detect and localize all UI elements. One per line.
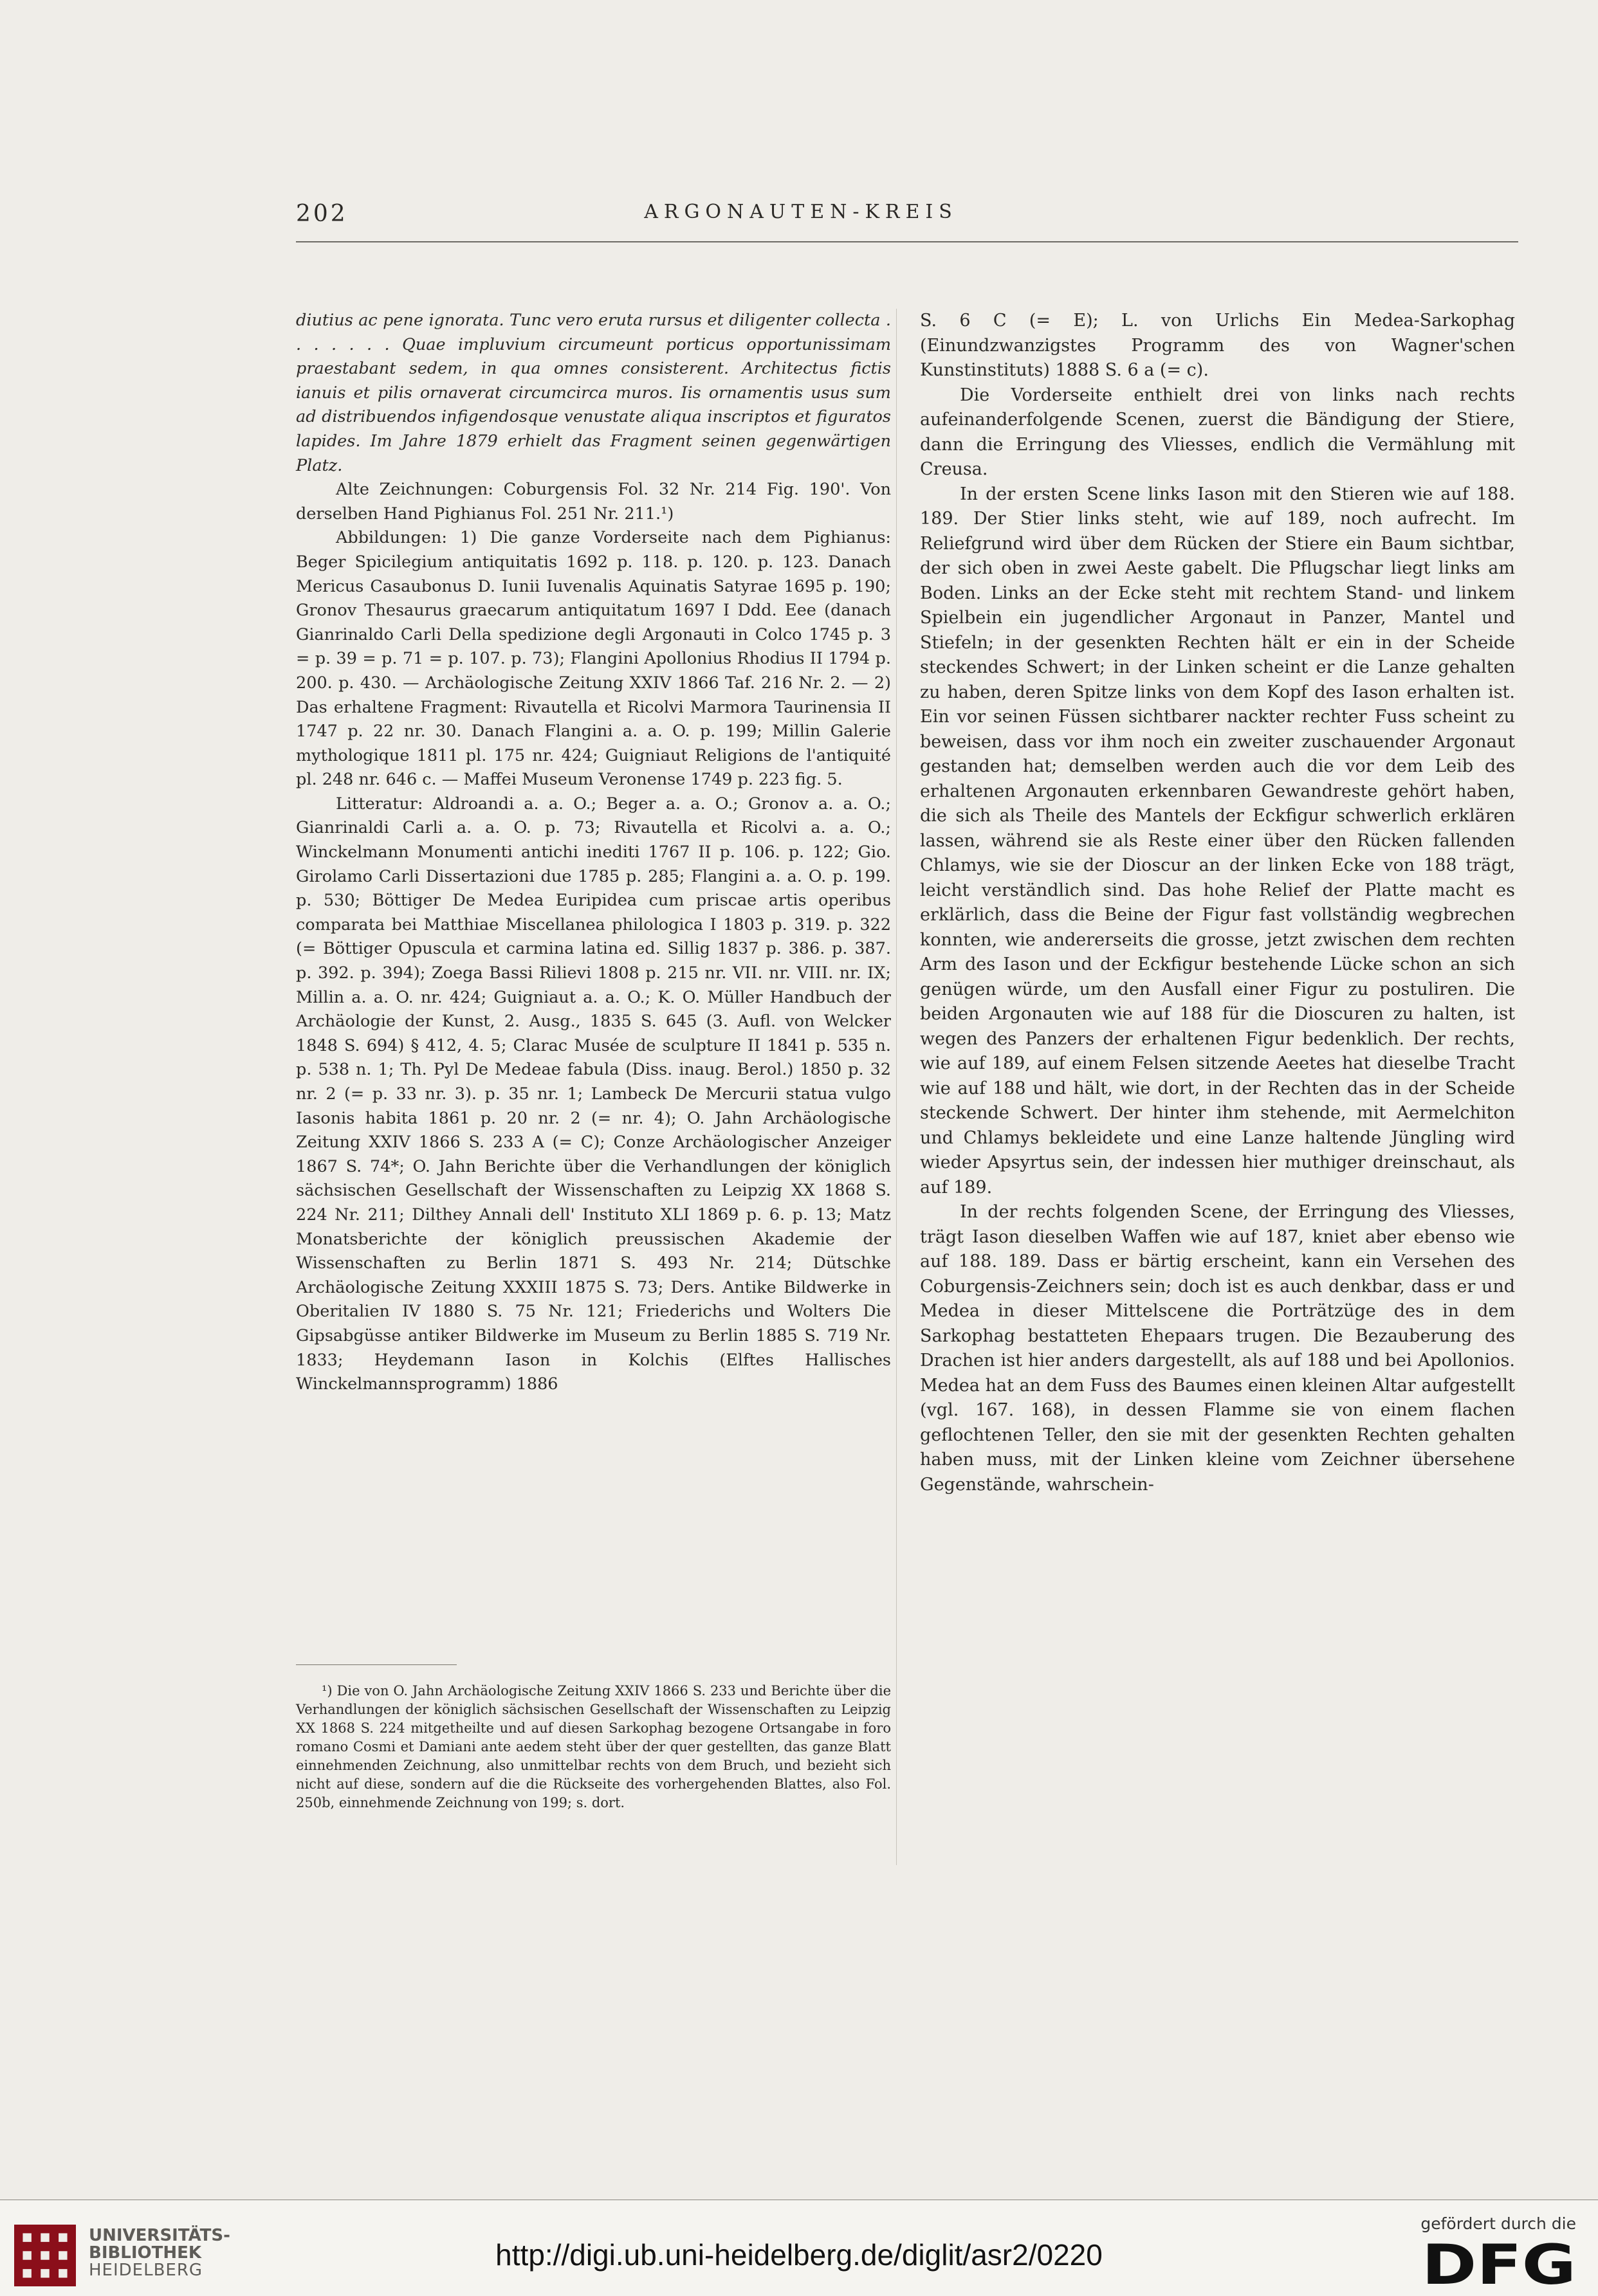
footnote-rule bbox=[296, 1664, 457, 1665]
right-column bbox=[920, 309, 1515, 1497]
funded-by-label: gefördert durch die bbox=[1420, 2214, 1576, 2233]
dfg-logo-text: DFG bbox=[1422, 2239, 1576, 2289]
library-name-line-2: BIBLIOTHEK bbox=[89, 2243, 202, 2263]
page-number: 202 bbox=[296, 201, 348, 227]
column-divider bbox=[896, 309, 897, 1865]
left-paragraph-4: Litteratur: Aldroandi a. a. O.; Beger a. a. O.; Gronov a. a. O.; Gianrinaldi Carli a. a. O. p. 73; Rivautella et Ricolvi a. a. O.; Winckelmann Monumenti antichi inediti 1767 II p. 106. p. 122; Gio. Girolamo Carli Dissertazioni due 1785 p. 285; Flangini a. a. O. p. 199. p. 530; Böttiger De Medea Euripidea cum priscae artis operibus comparata bei Matthiae Miscellanea philologica I 1803 p. 319. p. 322 (= Böttiger Opuscula et carmina latina ed. Sillig 1837 p. 386. p. 387. p. 392. p. 394); Zoega Bassi Rilievi 1808 p. 215 nr. VII. nr. VIII. nr. IX; Millin a. a. O. nr. 424; Guigniaut a. a. O.; K. O. Müller Handbuch der Archäologie der Kunst, 2. Ausg., 1835 S. 645 (3. Aufl. von Welcker 1848 S. 694) § 412, 4. 5; Clarac Musée de sculpture II 1841 p. 535 n. p. 538 n. 1; Th. Pyl De Medeae fabula (Diss. inaug. Berol.) 1850 p. 32 nr. 2 (= p. 33 nr. 3). p. 35 nr. 1; Lambeck De Mercurii statua vulgo Iasonis habita 1861 p. 20 nr. 2 (= nr. 4); O. Jahn Archäologische Zeitung XXIV 1866 S. 233 A (= C); Conze Archäologischer Anzeiger 1867 S. 74*; O. Jahn Berichte über die Verhandlungen der königlich sächsischen Gesellschaft der Wissenschaften zu Leipzig XX 1868 S. 224 Nr. 211; Dilthey Annali dell' Instituto XLI 1869 p. 6. p. 13; Matz Monatsberichte der königlich preussischen Akademie der Wissenschaften zu Berlin 1871 S. 493 Nr. 214; Dütschke Archäologische Zeitung XXXIII 1875 S. 73; Ders. Antike Bildwerke in Oberitalien IV 1880 S. 75 Nr. 121; Friederichs und Wolters Die Gipsabgüsse antiker Bildwerke im Museum zu Berlin 1885 S. 719 Nr. 1833; Heydemann Iason in Kolchis (Elftes Hallisches Winckelmannsprogramm) 1886 bbox=[296, 794, 891, 1394]
running-title: ARGONAUTEN-KREIS bbox=[644, 201, 958, 223]
page-header bbox=[296, 201, 1306, 233]
footnote-text: ¹) Die von O. Jahn Archäologische Zeitung XXIV 1866 S. 233 und Berichte über die Verhandlungen der königlich sächsischen Gesellschaft der Wissenschaften zu Leipzig XX 1868 S. 224 mitgetheilte und auf diesen Sarkophag bezogene Ortsangabe in foro romano Cosmi et Damiani ante aedem steht über der quer gestellten, das ganze Blatt einnehmenden Zeichnung, also unmittelbar rechts von dem Bruch, und bezieht sich nicht auf diese, sondern auf die die Rückseite des vorhergehenden Blattes, also Fol. 250b, einnehmende Zeichnung von 199; s. dort. bbox=[296, 1683, 891, 1810]
right-paragraph-2: Die Vorderseite enthielt drei von links nach rechts aufeinanderfolgende Scenen, zuerst die Bändigung der Stiere, dann die Erringung des Vliesses, endlich die Vermählung mit Creusa. bbox=[920, 385, 1515, 479]
footnote bbox=[296, 1682, 891, 1812]
left-column bbox=[296, 309, 891, 1397]
header-rule bbox=[296, 241, 1518, 242]
dfg-logo-icon bbox=[1419, 2239, 1579, 2289]
right-paragraph-1: S. 6 C (= E); L. von Urlichs Ein Medea-Sarkophag (Einundzwanzigstes Programm des von Wagner'schen Kunstinstituts) 1888 S. 6 a (= c). bbox=[920, 311, 1515, 380]
left-paragraph-3: Abbildungen: 1) Die ganze Vorderseite nach dem Pighianus: Beger Spicilegium antiquitatis 1692 p. 118. p. 120. p. 123. Danach Mericus Casaubonus D. Iunii Iuvenalis Aquinatis Satyrae 1695 p. 190; Gronov Thesaurus graecarum antiquitatum 1697 I Ddd. Eee (danach Gianrinaldo Carli Della spedizione degli Argonauti in Colco 1745 p. 3 = p. 39 = p. 71 = p. 107. p. 73); Flangini Apollonius Rhodius II 1794 p. 200. p. 430. — Archäologische Zeitung XXIV 1866 Taf. 216 Nr. 2. — 2) Das erhaltene Fragment: Rivautella et Ricolvi Marmora Taurinensia II 1747 p. 22 nr. 30. Danach Flangini a. a. O. p. 199; Millin Galerie mythologique 1811 pl. 175 nr. 424; Guigniaut Religions de l'antiquité pl. 248 nr. 646 c. — Maffei Museum Veronense 1749 p. 223 fig. 5. bbox=[296, 528, 891, 790]
left-paragraph-2: Alte Zeichnungen: Coburgensis Fol. 32 Nr. 214 Fig. 190'. Von derselben Hand Pighianus Fol. 251 Nr. 211.¹) bbox=[296, 480, 891, 524]
library-name-line-1: UNIVERSITÄTS- bbox=[89, 2226, 230, 2245]
footer bbox=[0, 2200, 1598, 2296]
library-name-line-3: HEIDELBERG bbox=[89, 2261, 203, 2280]
right-paragraph-4: In der rechts folgenden Scene, der Erringung des Vliesses, trägt Iason dieselben Waffen wie auf 187, kniet aber ebenso wie auf 188. 189. Dass er bärtig erscheint, kann ein Versehen des Coburgensis-Zeichners sein; doch ist es auch denkbar, dass er und Medea in dieser Mittelscene die Porträtzüge des in dem Sarkophag bestatteten Ehepaars trugen. Die Bezauberung des Drachen ist hier anders dargestellt, als auf 188 und bei Apollonios. Medea hat an dem Fuss des Baumes einen kleinen Altar aufgestellt (vgl. 167. 168), in dessen Flamme sie von einem flachen geflochtenen Teller, den sie mit der gesenkten Rechten gehalten haben muss, mit der Linken kleine vom Zeichner übersehene Gegenstände, wahrschein- bbox=[920, 1202, 1515, 1495]
left-paragraph-1: diutius ac pene ignorata. Tunc vero eruta rursus et diligenter collecta . . . . . . . Quae impluvium circumeunt porticus opportunissimam praestabant sedem, in qua omnes consisterent. Architectus fictis ianuis et pilis ornaverat circumcirca muros. Iis ornamentis usus sum ad distribuendos infigendosque venustate aliqua inscriptos et figuratos lapides. Im Jahre 1879 erhielt das Fragment seinen gegenwärtigen Platz. bbox=[296, 311, 891, 475]
right-paragraph-3: In der ersten Scene links Iason mit den Stieren wie auf 188. 189. Der Stier links steht, wie auf 189, noch aufrecht. Im Reliefgrund wird über dem Rücken der Stiere ein Baum sichtbar, der sich oben in zwei Aeste gabelt. Die Pflugschar liegt links am Boden. Links an der Ecke steht mit rechtem Stand- und linkem Spielbein ein jugendlicher Argonaut in Panzer, Mantel und Stiefeln; in der gesenkten Rechten hält er ein in der Scheide steckendes Schwert; in der Linken scheint er die Lanze gehalten zu haben, deren Spitze links von dem Kopf des Iason erhalten ist. Ein vor seinen Füssen sichtbarer nackter rechter Fuss scheint zu beweisen, dass vor ihm noch ein zweiter zuschauender Argonaut gestanden hat; demselben werden auch die vor dem Leib des erhaltenen Argonauten erkennbaren Gewandreste gehört haben, die sich als Theile des Mantels der Eckfigur schwerlich erklären lassen, während sie als Reste einer über den Rücken fallenden Chlamys, wie sie der Dioscur an der linken Ecke von 188 trägt, leicht verständlich sind. Das hohe Relief der Platte macht es erklärlich, dass die Beine der Figur fast vollständig wegbrechen konnten, wie andererseits die grosse, jetzt zwischen dem rechten Arm des Iason und der Eckfigur bestehende Lücke schon an sich genügen würde, um den Ausfall einer Figur zu postuliren. Die beiden Argonauten wie auf 188 für die Dioscuren zu halten, ist wegen des Panzers der erhaltenen Figur bedenklich. Der rechts, wie auf 189, auf einem Felsen sitzende Aeetes hat dieselbe Tracht wie auf 188 und hält, wie dort, in der Rechten das in der Scheide steckende Schwert. Der hinter ihm stehende, mit Aermelchiton und Chlamys bekleidete und eine Lanze haltende Jüngling wird wieder Apsyrtus sein, der indessen hier muthiger dreinschaut, als auf 189. bbox=[920, 484, 1515, 1198]
permalink-url[interactable]: http://digi.ub.uni-heidelberg.de/diglit/asr2/0220 bbox=[495, 2238, 1103, 2272]
